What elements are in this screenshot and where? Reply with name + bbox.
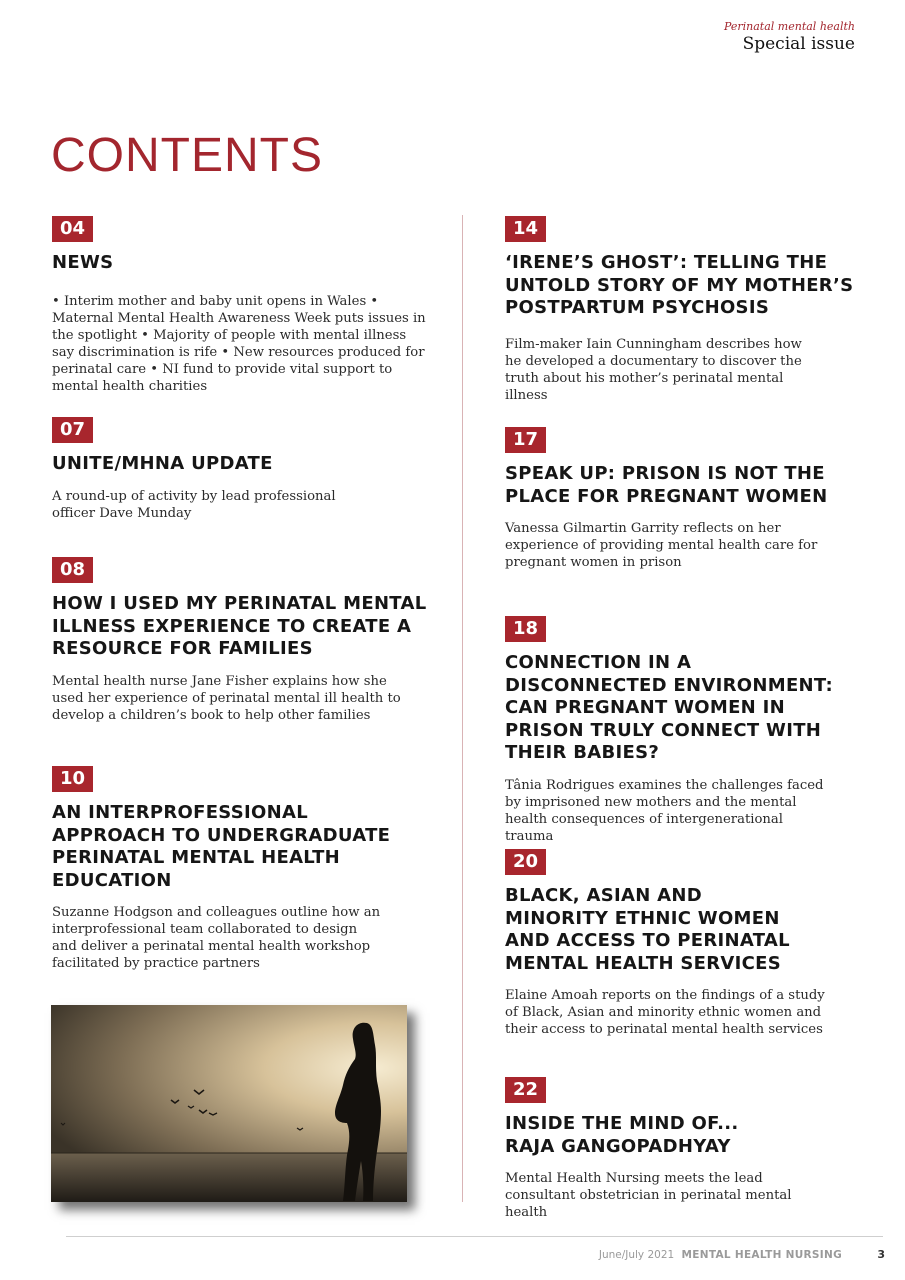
entry-heading: UNITE/MHNA UPDATE: [52, 453, 273, 474]
entry-description: A round-up of activity by lead professional officer Dave Munday: [52, 488, 336, 521]
page-number-badge: 20: [505, 849, 546, 875]
entry-heading: AN INTERPROFESSIONAL APPROACH TO UNDERGRADUATE PERINATAL MENTAL HEALTH EDUCATION: [52, 802, 391, 891]
entry-description: Suzanne Hodgson and colleagues outline how an interprofessional team collaborated to design and deliver a perinatal mental health workshop facilitated by practice partners: [52, 905, 381, 971]
page-number-badge: 04: [52, 216, 93, 242]
entry-description: Vanessa Gilmartin Garrity reflects on her experience of providing mental health care for pregnant women in prison: [505, 521, 818, 570]
footer-page-number: 3: [877, 1248, 885, 1261]
contents-entry-20[interactable]: [505, 849, 865, 1038]
contents-entry-04[interactable]: [52, 216, 432, 395]
page-number-badge: 08: [52, 557, 93, 583]
page-number-badge: 17: [505, 427, 546, 453]
entry-description: Tânia Rodrigues examines the challenges faced by imprisoned new mothers and the mental health consequences of intergenerational trauma: [505, 777, 824, 844]
column-divider: [462, 215, 463, 1202]
footer-rule: [66, 1236, 883, 1237]
entry-heading: BLACK, ASIAN AND MINORITY ETHNIC WOMEN AND ACCESS TO PERINATAL MENTAL HEALTH SERVICES: [505, 885, 790, 974]
pregnant-silhouette-photo: [51, 1005, 407, 1202]
entry-heading: CONNECTION IN A DISCONNECTED ENVIRONMENT: CAN PREGNANT WOMEN IN PRISON TRULY CONNECT WITH THEIR BABIES?: [505, 652, 834, 763]
entry-heading: NEWS: [52, 252, 114, 273]
page-number-badge: 14: [505, 216, 546, 242]
contents-entry-14[interactable]: [505, 216, 865, 404]
page-number-badge: 18: [505, 616, 546, 642]
entry-heading: HOW I USED MY PERINATAL MENTAL ILLNESS EXPERIENCE TO CREATE A RESOURCE FOR FAMILIES: [52, 593, 427, 659]
entry-description: Elaine Amoah reports on the findings of a study of Black, Asian and minority ethnic women and their access to perinatal mental health services: [505, 988, 825, 1037]
entry-description: • Interim mother and baby unit opens in Wales • Maternal Mental Health Awareness Week puts issues in the spotlight • Majority of people with mental illness say discrimination is rife • New resources produced for perinatal care • NI fund to provide vital support to mental health charities: [52, 293, 426, 394]
issue-script-line: Perinatal mental health: [723, 20, 855, 33]
issue-label: Special issue: [742, 34, 855, 54]
page-number-badge: 07: [52, 417, 93, 443]
contents-entry-07[interactable]: [52, 417, 432, 522]
page-number-badge: 22: [505, 1077, 546, 1103]
issue-tag: [724, 20, 855, 55]
page-footer: [599, 1248, 885, 1261]
page-number-badge: 10: [52, 766, 93, 792]
contents-entry-17[interactable]: [505, 427, 865, 571]
contents-entry-10[interactable]: [52, 766, 432, 972]
entry-heading: INSIDE THE MIND OF... RAJA GANGOPADHYAY: [505, 1113, 739, 1157]
contents-entry-08[interactable]: [52, 557, 437, 724]
entry-description: Mental Health Nursing meets the lead consultant obstetrician in perinatal mental health: [505, 1171, 792, 1220]
sunset-beach-image: [51, 1005, 407, 1202]
footer-date: June/July 2021: [598, 1249, 675, 1261]
entry-heading: ‘IRENE’S GHOST’: TELLING THE UNTOLD STORY OF MY MOTHER’S POSTPARTUM PSYCHOSIS: [505, 252, 854, 318]
entry-description: Mental health nurse Jane Fisher explains how she used her experience of perinatal mental ill health to develop a children’s book to help other families: [52, 673, 401, 723]
contents-entry-18[interactable]: [505, 616, 865, 845]
entry-description: Film-maker Iain Cunningham describes how he developed a documentary to discover the truth about his mother’s perinatal mental illness: [505, 336, 802, 403]
footer-magazine-name: MENTAL HEALTH NURSING: [681, 1249, 842, 1261]
entry-heading: SPEAK UP: PRISON IS NOT THE PLACE FOR PREGNANT WOMEN: [505, 463, 828, 507]
page-title: CONTENTS: [51, 129, 323, 182]
contents-entry-22[interactable]: [505, 1077, 865, 1221]
